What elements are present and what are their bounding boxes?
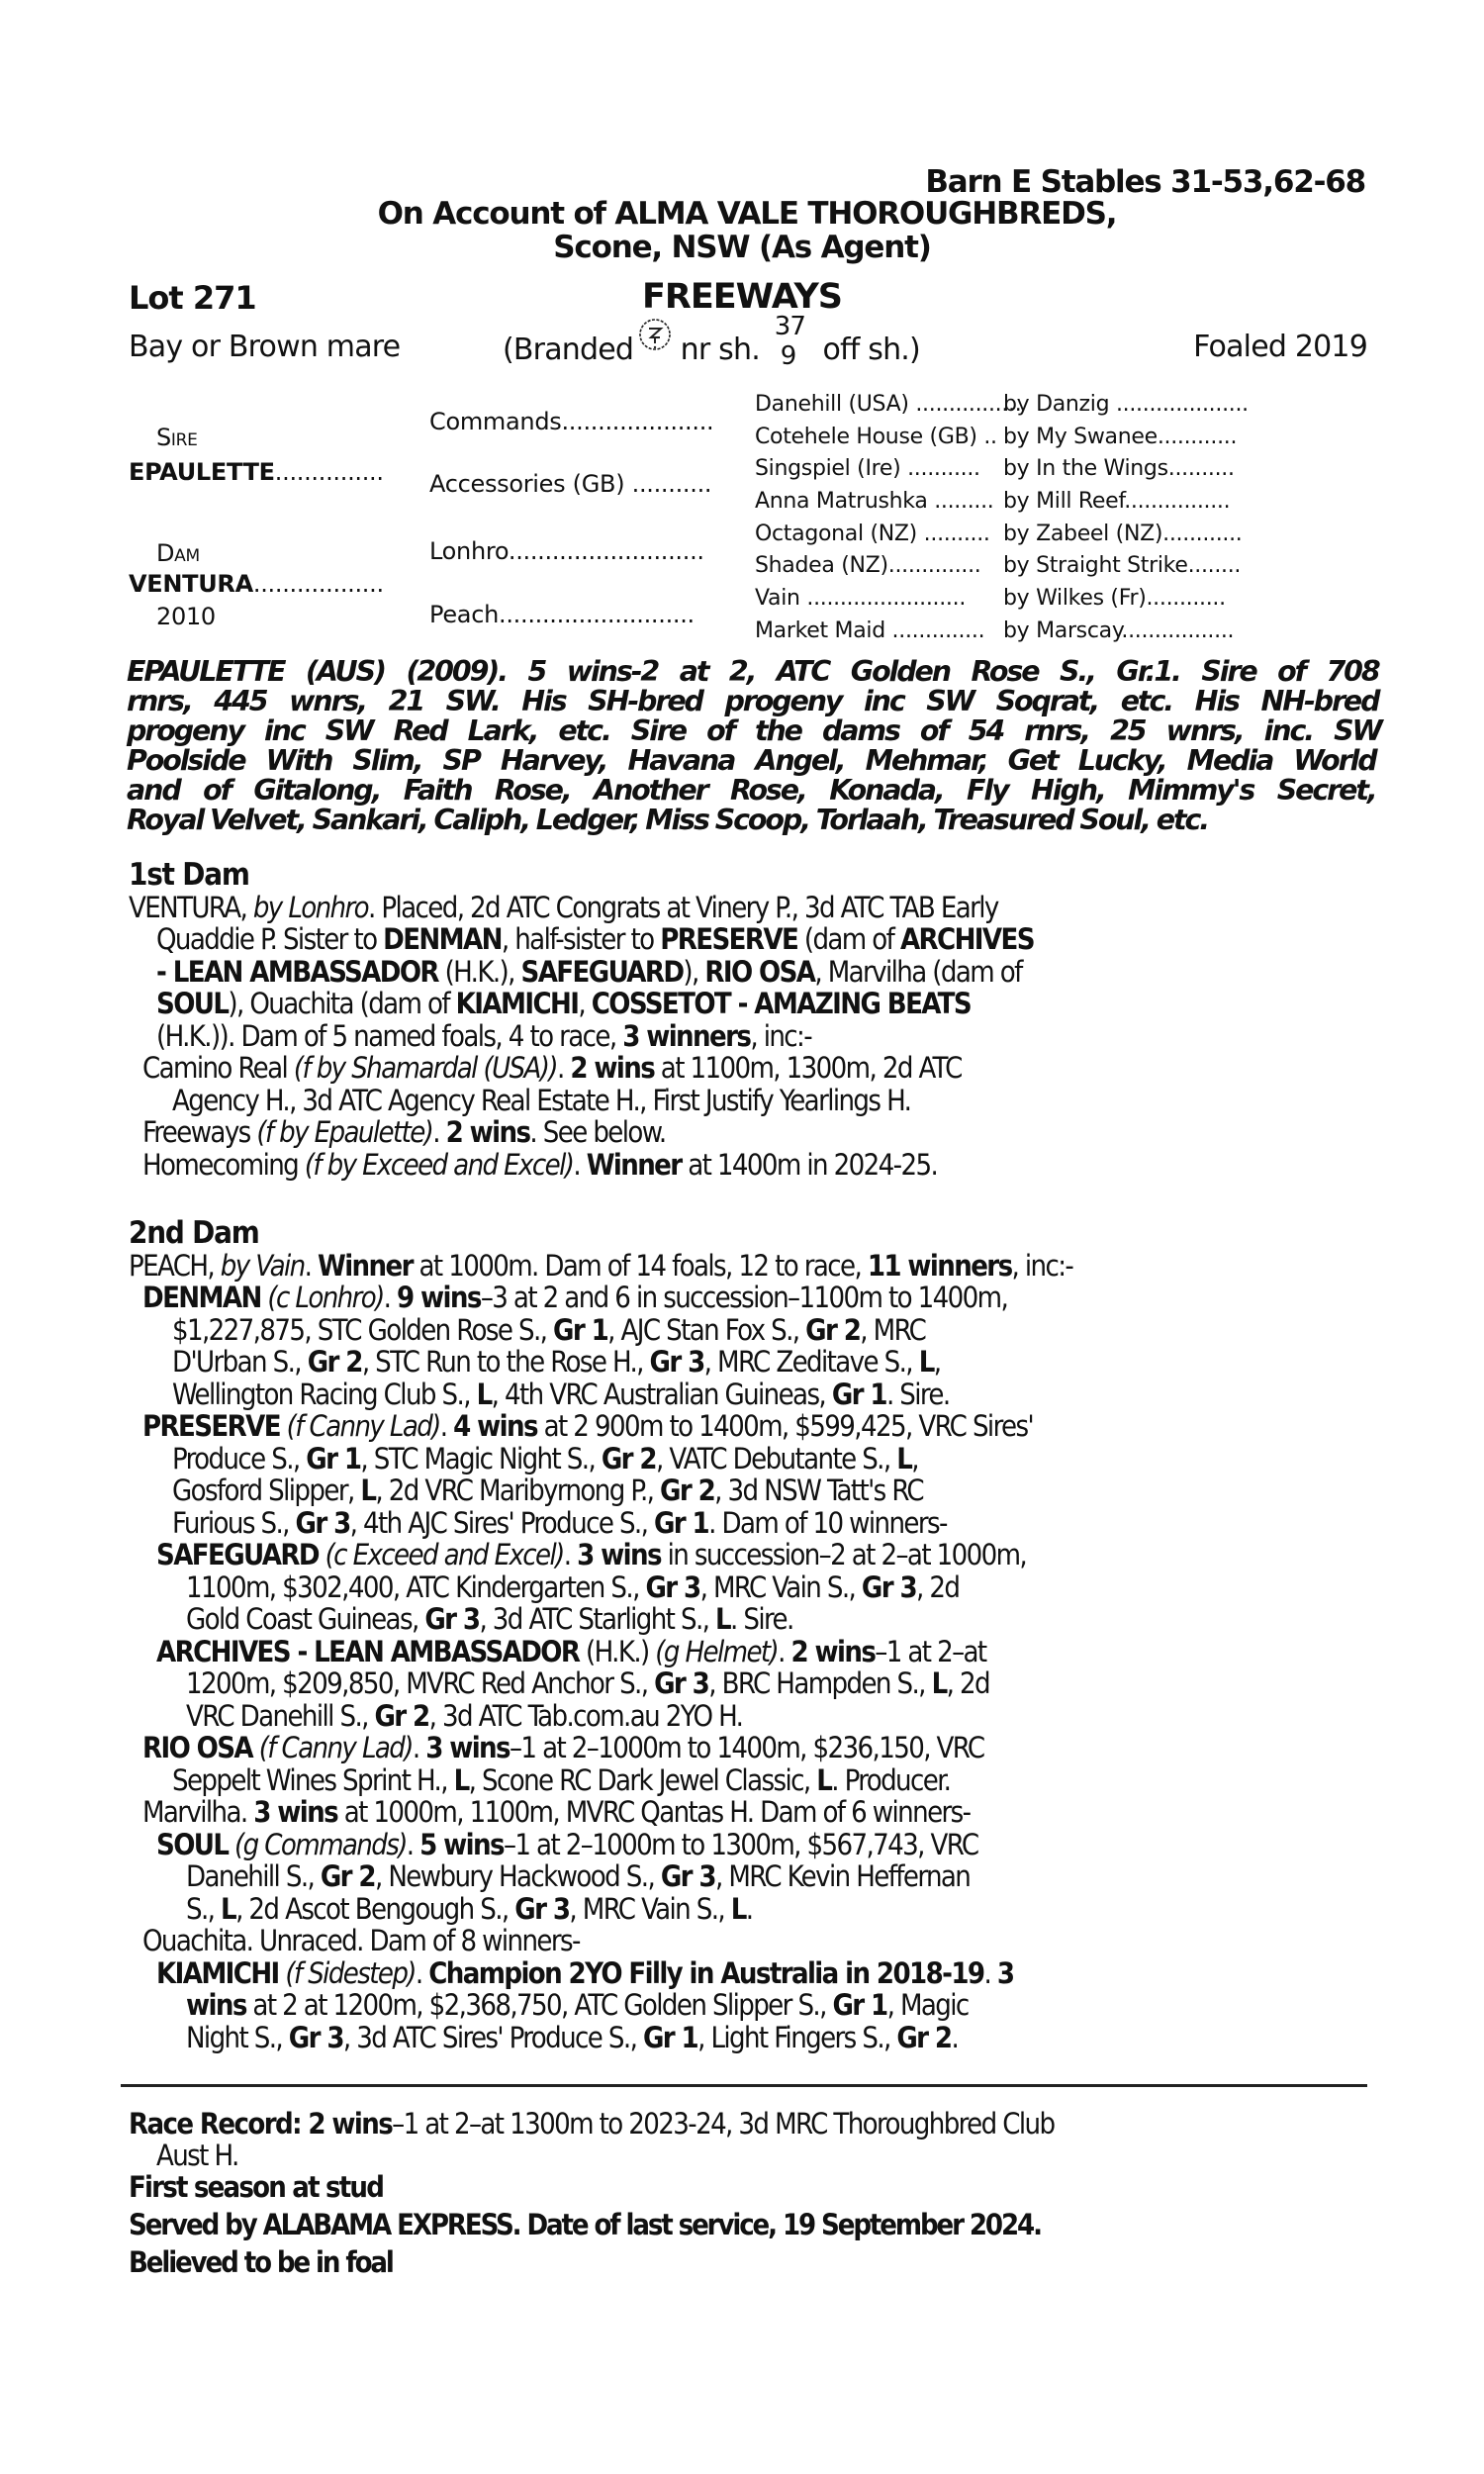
progeny-line: Camino Real (f by Shamardal (USA)). 2 wins at 1100m, 1300m, 2d ATC xyxy=(142,1051,962,1085)
sire-description xyxy=(127,655,1381,836)
stud-status: First season at stud xyxy=(129,2170,384,2204)
sire-note-line: Royal Velvet, Sankari, Caliph, Ledger, Miss Scoop, Torlaah, Treasured Soul, etc. xyxy=(127,804,1208,836)
progeny-line: Furious S., Gr 3, 4th AJC Sires' Produce S., Gr 1. Dam of 10 winners- xyxy=(172,1505,947,1540)
dam-year: 2010 xyxy=(156,603,216,630)
vendor-location: Scone, NSW (As Agent) xyxy=(553,230,931,265)
gen4-0: by Danzig .................... xyxy=(1003,392,1249,417)
progeny-line: wins at 2 at 1200m, $2,368,750, ATC Golden Slipper S., Gr 1, Magic xyxy=(186,1988,969,2022)
gen4-7: by Marscay................. xyxy=(1003,618,1235,643)
brand-off-bottom: 9 xyxy=(780,341,796,371)
gen3-3: Anna Matrushka ......... xyxy=(755,489,994,514)
gen4-2: by In the Wings.......... xyxy=(1003,456,1235,481)
sire-note-line: rnrs, 445 wnrs, 21 SW. His SH-bred progeny inc SW Soqrat, etc. His NH-bred xyxy=(127,685,1379,717)
progeny-line: VRC Danehill S., Gr 2, 3d ATC Tab.com.au 2YO H. xyxy=(186,1698,743,1733)
progeny-line: Danehill S., Gr 2, Newbury Hackwood S., Gr 3, MRC Kevin Heffernan xyxy=(186,1859,971,1893)
section-divider xyxy=(121,2084,1367,2087)
progeny-line: SAFEGUARD (c Exceed and Excel). 3 wins in succession–2 at 2–at 1000m, xyxy=(156,1538,1027,1571)
sire-note-line: progeny inc SW Red Lark, etc. Sire of the dams of 54 rnrs, 25 wnrs, inc. SW xyxy=(127,714,1381,747)
sire-note-line: Poolside With Slim, SP Harvey, Havana Angel, Mehmar, Get Lucky, Media World xyxy=(127,744,1376,777)
progeny-line: Gold Coast Guineas, Gr 3, 3d ATC Starlight S., L. Sire. xyxy=(186,1602,793,1636)
gen2-commands: Commands..................... xyxy=(429,408,714,435)
progeny-line: Gosford Slipper, L, 2d VRC Maribyrnong P., Gr 2, 3d NSW Tatt's RC xyxy=(172,1474,924,1507)
gen3-6: Vain ........................ xyxy=(755,586,967,611)
first-dam-section xyxy=(129,859,1365,1181)
sire-label: Sire xyxy=(156,424,198,451)
progeny-line: 1200m, $209,850, MVRC Red Anchor S., Gr 3, BRC Hampden S., L, 2d xyxy=(186,1666,989,1700)
dam-line: VENTURA, by Lonhro. Placed, 2d ATC Congrats at Vinery P., 3d ATC TAB Early xyxy=(129,890,998,924)
dam-label: Dam xyxy=(156,539,200,567)
brand-prefix: (Branded xyxy=(503,333,634,367)
horse-name: FREEWAYS xyxy=(642,277,842,317)
gen4-6: by Wilkes (Fr)............ xyxy=(1003,586,1226,611)
progeny-line: D'Urban S., Gr 2, STC Run to the Rose H., Gr 3, MRC Zeditave S., L, xyxy=(172,1345,941,1379)
progeny-line: Agency H., 3d ATC Agency Real Estate H., First Justify Yearlings H. xyxy=(172,1083,911,1117)
gen2-accessories: Accessories (GB) ........... xyxy=(429,470,712,498)
gen4-4: by Zabeel (NZ)............ xyxy=(1003,522,1243,546)
sire-note-line: EPAULETTE (AUS) (2009). 5 wins-2 at 2, ATC Golden Rose S., Gr.1. Sire of 708 xyxy=(127,655,1379,688)
gen3-5: Shadea (NZ).............. xyxy=(755,553,981,578)
dam-line: - LEAN AMBASSADOR (H.K.), SAFEGUARD), RIO OSA, Marvilha (dam of xyxy=(156,954,1022,989)
progeny-line: Freeways (f by Epaulette). 2 wins. See below. xyxy=(142,1115,666,1149)
brand-suffix: off sh.) xyxy=(822,333,920,367)
gen3-0: Danehill (USA) ................ xyxy=(755,392,1022,417)
service-info: Served by ALABAMA EXPRESS. Date of last service, 19 September 2024. xyxy=(129,2208,1041,2241)
progeny-line: 1100m, $302,400, ATC Kindergarten S., Gr 3, MRC Vain S., Gr 3, 2d xyxy=(186,1570,960,1604)
gen3-7: Market Maid .............. xyxy=(755,618,985,643)
progeny-line: Seppelt Wines Sprint H., L, Scone RC Dark Jewel Classic, L. Producer. xyxy=(172,1762,951,1797)
dam-line: (H.K.)). Dam of 5 named foals, 4 to race, 3 winners, inc:- xyxy=(156,1018,812,1053)
progeny-line: RIO OSA (f Canny Lad). 3 wins–1 at 2–1000m to 1400m, $236,150, VRC xyxy=(142,1731,984,1764)
progeny-line: SOUL (g Commands). 5 wins–1 at 2–1000m to 1300m, $567,743, VRC xyxy=(156,1827,978,1861)
brand-mark-icon xyxy=(638,318,672,351)
brand-off-fraction xyxy=(774,312,808,371)
vendor-account: On Account of ALMA VALE THOROUGHBREDS, xyxy=(377,196,1117,232)
sire-name: EPAULETTE............... xyxy=(129,458,384,486)
race-record-cont: Aust H. xyxy=(156,2139,238,2172)
progeny-line: Produce S., Gr 1, STC Magic Night S., Gr 2, VATC Debutante S., L, xyxy=(172,1441,918,1475)
dam-line: PEACH, by Vain. Winner at 1000m. Dam of 14 foals, 12 to race, 11 winners, inc:- xyxy=(129,1248,1073,1283)
lot-number: Lot 271 xyxy=(129,279,256,317)
progeny-line: Ouachita. Unraced. Dam of 8 winners- xyxy=(142,1924,580,1957)
dam-line: SOUL), Ouachita (dam of KIAMICHI, COSSETOT - AMAZING BEATS xyxy=(156,987,972,1020)
progeny-line: ARCHIVES - LEAN AMBASSADOR (H.K.) (g Helmet). 2 wins–1 at 2–at xyxy=(156,1634,986,1668)
foaled-year: Foaled 2019 xyxy=(1193,330,1367,364)
foal-status: Believed to be in foal xyxy=(129,2245,393,2279)
sire-note-line: and of Gitalong, Faith Rose, Another Rose, Konada, Fly High, Mimmy's Secret, xyxy=(127,774,1376,807)
barn-location: Barn E Stables 31-53,62-68 xyxy=(925,164,1365,200)
progeny-line: PRESERVE (f Canny Lad). 4 wins at 2 900m to 1400m, $599,425, VRC Sires' xyxy=(142,1409,1034,1443)
gen2-lonhro: Lonhro........................... xyxy=(429,537,704,565)
race-record-section xyxy=(129,2108,1365,2278)
race-record: Race Record: 2 wins–1 at 2–at 1300m to 2023-24, 3d MRC Thoroughbred Club xyxy=(129,2107,1055,2141)
second-dam-heading: 2nd Dam xyxy=(129,1215,259,1251)
gen4-5: by Straight Strike........ xyxy=(1003,553,1242,578)
progeny-line: S., L, 2d Ascot Bengough S., Gr 3, MRC Vain S., L. xyxy=(186,1891,753,1926)
first-dam-heading: 1st Dam xyxy=(129,857,249,893)
gen4-1: by My Swanee............ xyxy=(1003,425,1238,449)
gen3-4: Octagonal (NZ) .......... xyxy=(755,522,990,546)
brand-near: nr sh. xyxy=(680,333,760,367)
gen3-2: Singspiel (Ire) ........... xyxy=(755,456,980,481)
gen4-3: by Mill Reef................ xyxy=(1003,489,1231,514)
progeny-line: $1,227,875, STC Golden Rose S., Gr 1, AJC Stan Fox S., Gr 2, MRC xyxy=(172,1312,926,1347)
progeny-line: KIAMICHI (f Sidestep). Champion 2YO Filly in Australia in 2018-19. 3 xyxy=(156,1955,1014,1990)
progeny-line: Marvilha. 3 wins at 1000m, 1100m, MVRC Qantas H. Dam of 6 winners- xyxy=(142,1795,971,1829)
brand-info xyxy=(503,312,920,371)
second-dam-section xyxy=(129,1217,1365,2053)
progeny-line: Wellington Racing Club S., L, 4th VRC Australian Guineas, Gr 1. Sire. xyxy=(172,1377,950,1411)
gen3-1: Cotehele House (GB) .. xyxy=(755,425,997,449)
dam-line: Quaddie P. Sister to DENMAN, half-sister to PRESERVE (dam of ARCHIVES xyxy=(156,922,1034,956)
gen2-peach: Peach........................... xyxy=(429,601,695,628)
horse-description: Bay or Brown mare xyxy=(129,330,401,364)
brand-off-top: 37 xyxy=(774,312,806,341)
dam-name: VENTURA.................. xyxy=(129,570,384,598)
progeny-line: Night S., Gr 3, 3d ATC Sires' Produce S., Gr 1, Light Fingers S., Gr 2. xyxy=(186,2020,959,2054)
progeny-line: DENMAN (c Lonhro). 9 wins–3 at 2 and 6 in succession–1100m to 1400m, xyxy=(142,1281,1008,1314)
progeny-line: Homecoming (f by Exceed and Excel). Winner at 1400m in 2024-25. xyxy=(142,1147,938,1182)
